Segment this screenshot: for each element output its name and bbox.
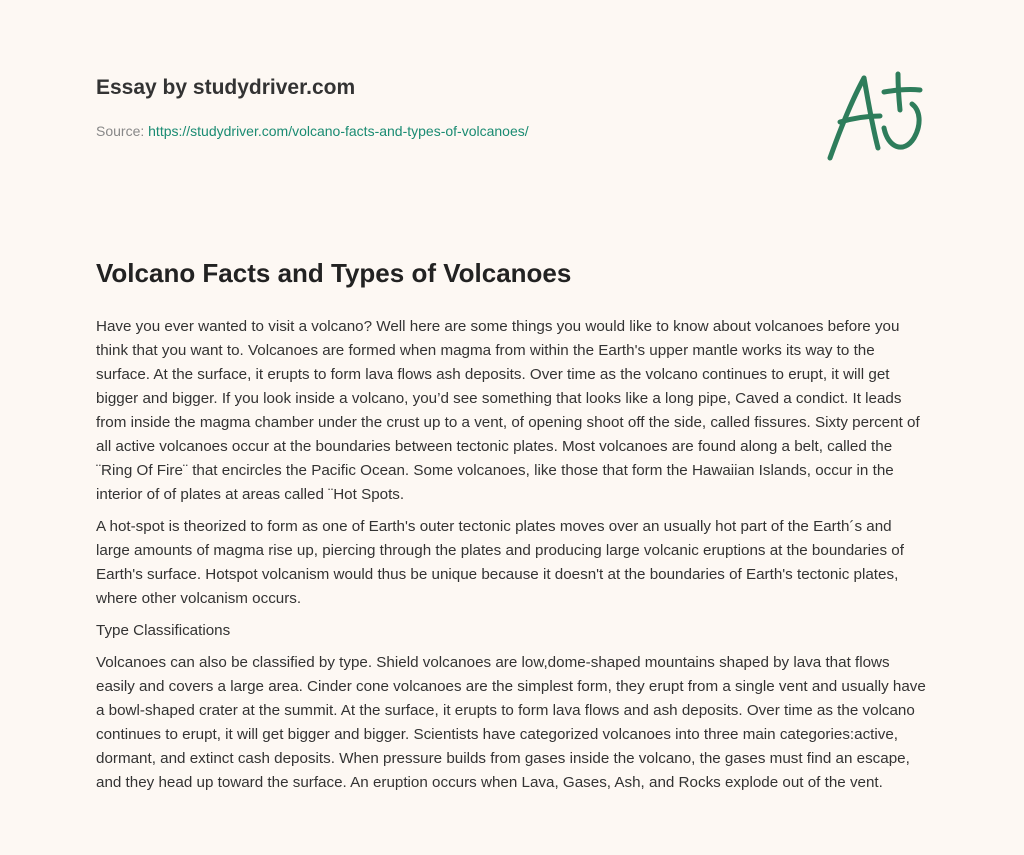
source-link[interactable]: https://studydriver.com/volcano-facts-and-types-of-volcanoes/ — [148, 123, 529, 139]
section-subheading: Type Classifications — [96, 622, 231, 639]
source-label: Source: — [96, 123, 149, 139]
essay-paragraph: Volcanoes can also be classified by type. Shield volcanoes are low,dome-shaped mountains shaped by lava that flows easily and covers a large area. Cinder cone volcanoes are the simplest form, they erupt from a single vent and usually have a bowl-shaped crater at the summit. At the surface, it erupts to form lava flows and ash deposits. Over time as the volcano continues to erupt, it will get bigger and bigger. Scientists have categorized volcanoes into three main categories:active, dormant, and extinct cash deposits. When pressure builds from gases inside the volcano, the gases must find an escape, and they head up toward the surface. An eruption occurs when Lava, Gases, Ash, and Rocks explode out of the vent. — [96, 654, 926, 791]
a-plus-logo-icon — [822, 70, 926, 164]
essay-title: Volcano Facts and Types of Volcanoes — [96, 258, 572, 288]
essay-paragraph: A hot-spot is theorized to form as one of Earth's outer tectonic plates moves over an usually hot part of the Earth´s and large amounts of magma rise up, piercing through the plates and producing large volcanic eruptions at the boundaries of Earth's surface. Hotspot volcanism would thus be unique because it doesn't at the boundaries of Earth's tectonic plates, where other volcanism occurs. — [96, 518, 904, 607]
site-header-title: Essay by studydriver.com — [96, 76, 356, 99]
essay-body — [96, 315, 928, 803]
essay-paragraph: Have you ever wanted to visit a volcano? Well here are some things you would like to know about volcanoes before you think that you want to. Volcanoes are formed when magma from within the Earth's upper mantle works its way to the surface. At the surface, it erupts to form lava flows ash deposits. Over time as the volcano continues to erupt, it will get bigger and bigger. If you look inside a volcano, you’d see something that looks like a long pipe, Caved a condict. It leads from inside the magma chamber under the crust up to a vent, of opening shoot off the side, called fissures. Sixty percent of all active volcanoes occur at the boundaries between tectonic plates. Most volcanoes are found along a belt, called the ¨Ring Of Fire¨ that encircles the Pacific Ocean. Some volcanoes, like those that form the Hawaiian Islands, occur in the interior of of plates at areas called ¨Hot Spots. — [96, 318, 920, 503]
source-line — [96, 123, 529, 139]
